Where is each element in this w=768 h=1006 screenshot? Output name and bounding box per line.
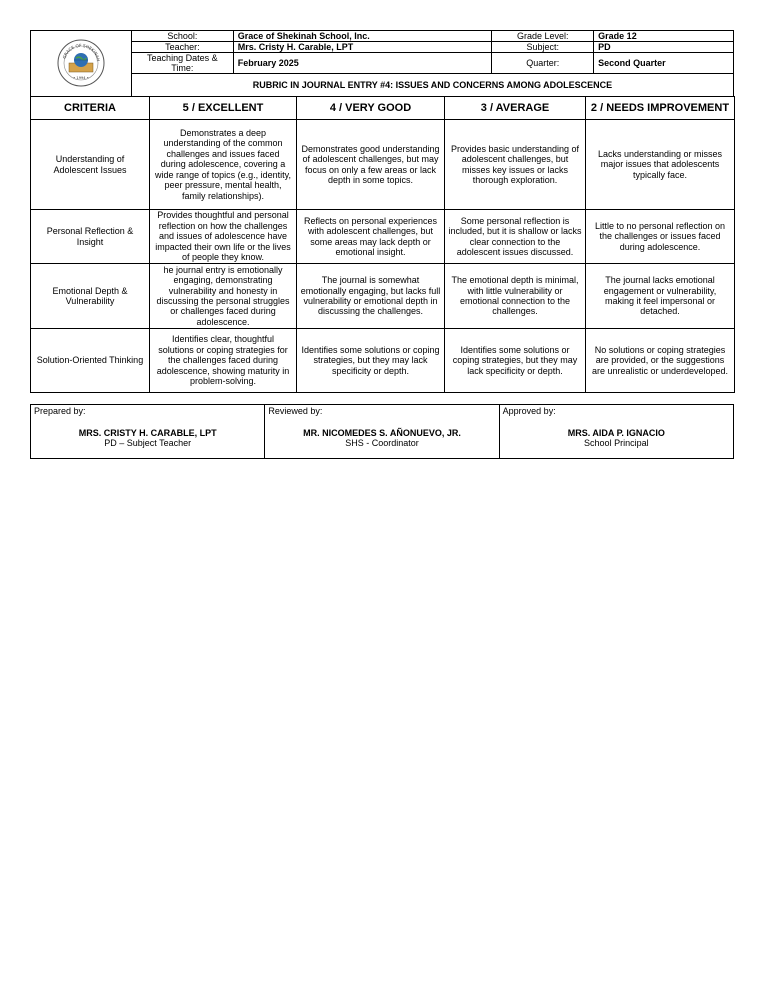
column-header: 5 / EXCELLENT [150, 97, 297, 120]
prepared-by-name: MRS. CRISTY H. CARABLE, LPT [78, 428, 217, 438]
logo-text: GRACE OF SHEKINAH [61, 42, 101, 62]
reviewed-by-name: MR. NICOMEDES S. AÑONUEVO, JR. [303, 428, 461, 438]
teacher-value: Mrs. Cristy H. Carable, LPT [233, 42, 492, 53]
criteria-cell: Solution-Oriented Thinking [31, 329, 150, 393]
grade-value: Grade 12 [594, 31, 734, 42]
criteria-cell: Understanding of Adolescent Issues [31, 120, 150, 210]
rubric-cell: Demonstrates a deep understanding of the common challenges and issues faced during adolescence, covering a wide range of topics (e.g., identity, peer pressure, mental health, family relationships). [150, 120, 297, 210]
teacher-label: Teacher: [131, 42, 233, 53]
prepared-by-cell [31, 405, 265, 459]
criteria-cell: Emotional Depth & Vulnerability [31, 264, 150, 329]
dates-label: Teaching Dates & Time: [131, 53, 233, 74]
rubric-cell: Provides thoughtful and personal reflection on how the challenges and issues of adolescence have impacted their own life or the lives of people they know. [150, 210, 297, 264]
rubric-table [30, 96, 735, 393]
table-row [31, 329, 735, 393]
prepared-by-label: Prepared by: [34, 406, 86, 416]
rubric-cell: he journal entry is emotionally engaging, demonstrating vulnerability and honesty in discussing the personal struggles or challenges faced during adolescence. [150, 264, 297, 329]
document-title: RUBRIC IN JOURNAL ENTRY #4: ISSUES AND CONCERNS AMONG ADOLESCENCE [131, 74, 733, 97]
column-header: 3 / AVERAGE [445, 97, 586, 120]
rubric-cell: Provides basic understanding of adolescent challenges, but misses key issues or lacks thorough exploration. [445, 120, 586, 210]
rubric-cell: Identifies clear, thoughtful solutions or coping strategies for the challenges faced during adolescence, showing maturity in problem-solving. [150, 329, 297, 393]
rubric-cell: The journal is somewhat emotionally engaging, but lacks full vulnerability or emotional depth in discussing the challenges. [297, 264, 445, 329]
rubric-cell: Reflects on personal experiences with adolescent challenges, but some areas may lack depth or emotional insight. [297, 210, 445, 264]
approved-by-label: Approved by: [502, 406, 556, 416]
prepared-by-title: PD – Subject Teacher [104, 438, 192, 448]
school-seal-icon [56, 38, 106, 88]
criteria-cell: Personal Reflection & Insight [31, 210, 150, 264]
subject-label: Subject: [492, 42, 594, 53]
school-logo [31, 31, 132, 97]
subject-value: PD [594, 42, 734, 53]
approved-by-cell [499, 405, 733, 459]
column-header: 4 / VERY GOOD [297, 97, 445, 120]
quarter-label: Quarter: [492, 53, 594, 74]
rubric-cell: The journal lacks emotional engagement or vulnerability, making it feel impersonal or detached. [586, 264, 735, 329]
table-row [31, 120, 735, 210]
table-row [31, 264, 735, 329]
rubric-cell: Demonstrates good understanding of adolescent challenges, but may focus on only a few areas or lack depth in some topics. [297, 120, 445, 210]
rubric-cell: Identifies some solutions or coping strategies, but they may lack specificity or depth. [445, 329, 586, 393]
rubric-cell: The emotional depth is minimal, with little vulnerability or emotional connection to the challenges. [445, 264, 586, 329]
school-value: Grace of Shekinah School, Inc. [233, 31, 492, 42]
rubric-cell: Identifies some solutions or coping strategies, but they may lack specificity or depth. [297, 329, 445, 393]
logo-year: • 1994 • [73, 75, 89, 80]
reviewed-by-label: Reviewed by: [268, 406, 323, 416]
reviewed-by-cell [265, 405, 499, 459]
rubric-cell: Lacks understanding or misses major issues that adolescents typically face. [586, 120, 735, 210]
header-table [30, 30, 734, 97]
column-header: 2 / NEEDS IMPROVEMENT [586, 97, 735, 120]
approved-by-title: School Principal [584, 438, 649, 448]
quarter-value: Second Quarter [594, 53, 734, 74]
table-row [31, 210, 735, 264]
rubric-cell: Little to no personal reflection on the challenges or issues faced during adolescence. [586, 210, 735, 264]
grade-label: Grade Level: [492, 31, 594, 42]
approved-by-name: MRS. AIDA P. IGNACIO [567, 428, 665, 438]
rubric-cell: No solutions or coping strategies are provided, or the suggestions are unrealistic or underdeveloped. [586, 329, 735, 393]
column-header: CRITERIA [31, 97, 150, 120]
reviewed-by-title: SHS - Coordinator [345, 438, 419, 448]
school-label: School: [131, 31, 233, 42]
signature-table [30, 404, 734, 459]
rubric-header-row [31, 97, 735, 120]
rubric-cell: Some personal reflection is included, but it is shallow or lacks clear connection to the adolescent issues discussed. [445, 210, 586, 264]
dates-value: February 2025 [233, 53, 492, 74]
